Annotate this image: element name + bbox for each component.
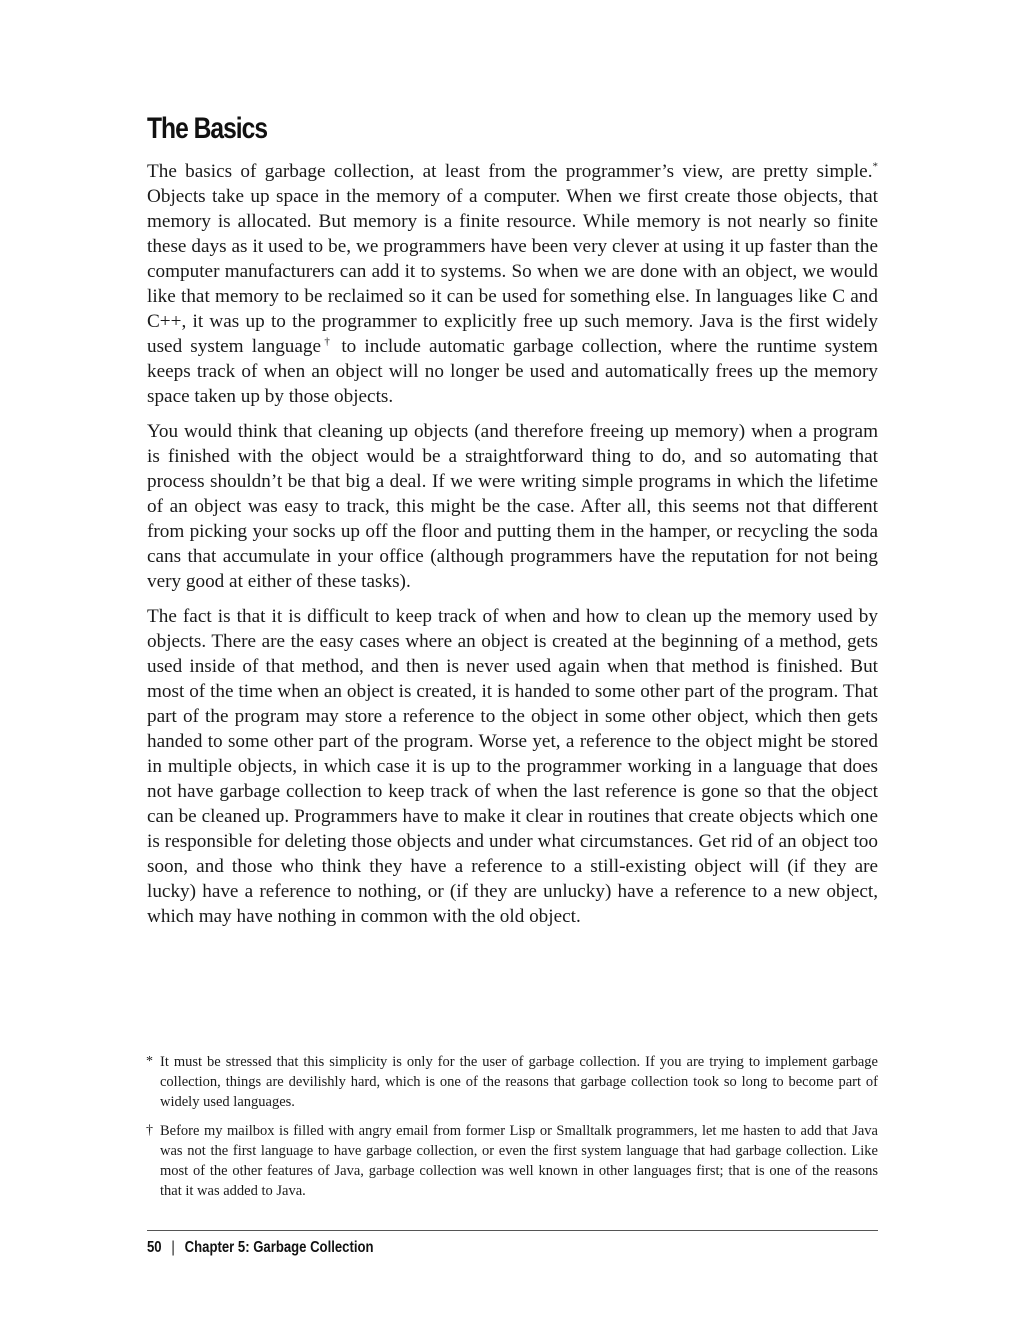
footnote-dagger (147, 1121, 878, 1201)
footnote-asterisk (147, 1052, 878, 1112)
paragraph-1 (147, 159, 878, 409)
body-text (147, 159, 878, 939)
footnote-text: Before my mailbox is filled with angry email from former Lisp or Smalltalk programmers, let me hasten to add that Java was not the first language to have garbage collection, or even the first system language that had garbage collection. Like most of the other features of Java, garbage collection was well known in other languages first; that is one of the reasons that it was added to Java. (160, 1123, 878, 1199)
paragraph-1-part-1: The basics of garbage collection, at least from the programmer’s view, are pretty simple. (147, 161, 873, 182)
chapter-title: Chapter 5: Garbage Collection (184, 1239, 374, 1256)
paragraph-2: You would think that cleaning up objects (and therefore freeing up memory) when a program is finished with the object would be a straightforward thing to do, and so automating that process shouldn’t be that big a deal. If we were writing simple programs in which the lifetime of an object was easy to track, this might be the case. After all, this seems not that different from picking your socks up off the floor and putting them in the hamper, or recycling the soda cans that accumulate in your office (although programmers have the reputation for not being very good at either of these tasks). (147, 421, 878, 592)
footer-divider (147, 1230, 878, 1231)
page-footer (147, 1239, 373, 1257)
paragraph-1-part-2: Objects take up space in the memory of a computer. When we first create those objects, that memory is allocated. But memory is a finite resource. While memory is not nearly so finite these days as it used to be, we programmers have been very clever at using it up faster than the computer manufacturers can add it to systems. So when we are done with an object, we would like that memory to be reclaimed so it can be used for something else. In languages like C and C++, it was up to the programmer to explicitly free up such memory. Java is the first widely used system language (147, 186, 878, 357)
footnote-symbol: † (146, 1123, 153, 1138)
paragraph-3: The fact is that it is difficult to keep track of when and how to clean up the memory used by objects. There are the easy cases where an object is created at the beginning of a method, gets used inside of that method, and then is never used again when that method is finished. But most of the time when an object is created, it is handed to some other part of the program. That part of the program may store a reference to the object in some other object, which then gets handed to some other part of the program. Worse yet, a reference to the object might be stored in multiple objects, in which case it is up to the programmer working in a language that does not have garbage collection to keep track of when the last reference is gone so that the object can be cleaned up. Programmers have to make it clear in routines that create objects which one is responsible for deleting those objects and under what circumstances. Get rid of an object too soon, and those who think they have a reference to a still-existing object will (if they are lucky) have a reference to nothing, or (if they are unlucky) have a reference to a new object, which may have nothing in common with the old object. (147, 606, 878, 927)
page-number: 50 (147, 1239, 162, 1256)
footnote-ref-asterisk[interactable]: * (872, 160, 878, 173)
paragraph-1-part-3: to include automatic garbage collection, where the runtime system keeps track of when an object will no longer be used and automatically frees up the memory space taken up by those objects. (147, 336, 878, 407)
footnote-text: It must be stressed that this simplicity is only for the user of garbage collection. If you are trying to implement garbage collection, things are devilishly hard, which is one of the reasons that garbage collection took so long to become part of widely used languages. (160, 1054, 878, 1110)
book-page (147, 0, 878, 1344)
footnote-symbol: * (146, 1054, 153, 1069)
footer-separator: | (171, 1239, 175, 1256)
footnote-ref-dagger[interactable]: † (321, 335, 334, 348)
footnotes (147, 1052, 878, 1210)
section-title: The Basics (147, 112, 268, 145)
